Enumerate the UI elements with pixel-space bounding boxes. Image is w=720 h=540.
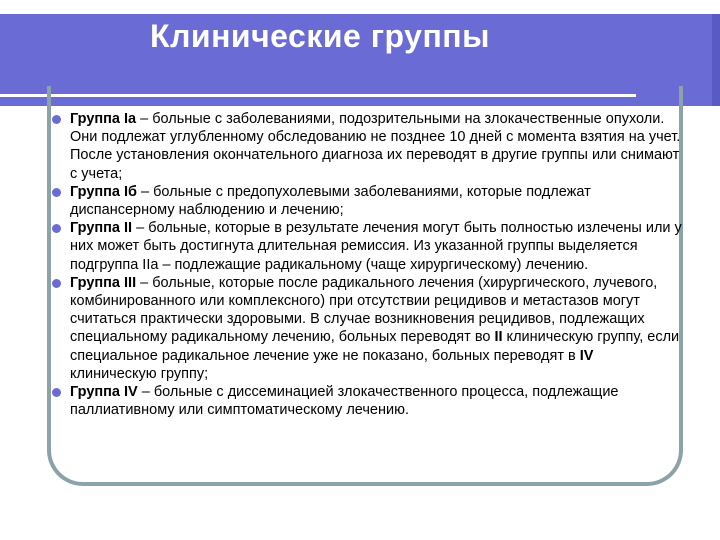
group-reference: IV — [579, 347, 594, 364]
group-description: клиническую группу, если специальное радикальное лечение уже не показано, больных переводят в — [70, 329, 680, 364]
group-label: Группа Iа — [70, 111, 137, 127]
group-label: Группа II — [70, 220, 133, 237]
bullet-list — [52, 110, 682, 419]
list-item-group-ia — [52, 110, 682, 183]
group-reference: II — [494, 329, 503, 346]
bullet-dot-icon — [52, 279, 61, 288]
slide-title: Клинические группы — [150, 18, 490, 54]
group-description: – больные с диссеминацией злокачественного процесса, подлежащие паллиативному или симптоматическому лечению. — [70, 384, 619, 419]
group-label: Группа III — [70, 274, 137, 291]
bullet-dot-icon — [52, 388, 61, 397]
group-label: Группа Iб — [70, 183, 137, 200]
list-item-group-ii — [52, 219, 682, 274]
bullet-dot-icon — [52, 188, 61, 197]
group-description: – больные с заболеваниями, подозрительными на злокачественные опухоли. Они подлежат углубленному обследованию не позднее 10 дней с момента взятия на учет. После установления окончательного диагноза их переводят в другие группы или снимают с учета; — [70, 111, 681, 182]
group-description: – больные, которые в результате лечения могут быть полностью излечены или у них может быть достигнута длительная ремиссия. Из указанной группы выделяется подгруппа IIа – подлежащие радикальному (чаще хирургическому) лечению. — [70, 220, 682, 273]
group-description: клиническую группу; — [70, 365, 209, 382]
list-item-text — [70, 220, 682, 272]
group-label: Группа IV — [70, 384, 138, 401]
list-item-text — [70, 384, 619, 418]
bullet-dot-icon — [52, 224, 61, 233]
group-description: – больные с предопухолевыми заболеваниями, которые подлежат диспансерному наблюдению и лечению; — [70, 183, 591, 219]
list-item-group-ib — [52, 183, 682, 219]
list-item-text — [70, 275, 679, 382]
list-item-group-iv — [52, 383, 682, 419]
bullet-dot-icon — [52, 115, 61, 124]
list-item-text — [70, 184, 591, 218]
list-item-text — [70, 111, 680, 182]
group-description: – больные, которые после радикального лечения (хирургического, лучевого, комбинированного или комплексного) при отсутствии рецидивов и метастазов могут считаться практически здоровыми. В случае возникновения рецидивов, подлежащих специальному радикальному лечению, больных переводят во — [70, 274, 658, 346]
list-item-group-iii — [52, 274, 682, 383]
